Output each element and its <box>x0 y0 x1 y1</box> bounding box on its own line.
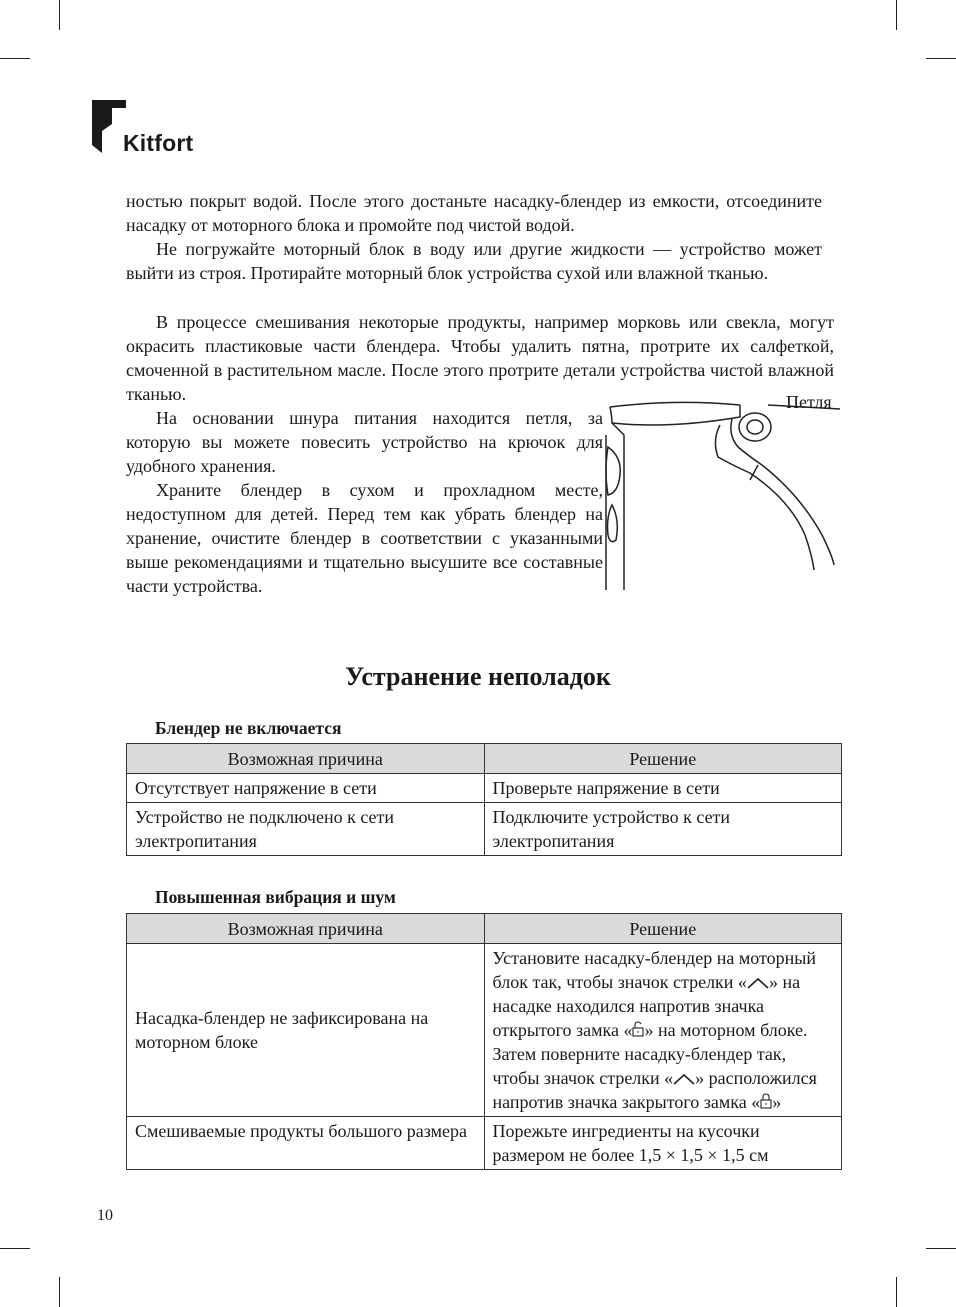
blender-cord-loop-illustration <box>600 395 840 595</box>
paragraph-5: Храните блендер в сухом и прохладном месте, недоступном для детей. Перед тем как убрать блендер на хранение, очистите блендер в соответствии с указанными выше рекомендациями и тщательно высушите все составные части устройства. <box>126 480 603 596</box>
arrow-up-icon <box>747 977 769 989</box>
table-cell-solution: Проверьте напряжение в сети <box>484 774 842 803</box>
table-cell-cause: Отсутствует напряжение в сети <box>127 774 485 803</box>
solution-text: » на насадке находился напротив значка открытого замка « <box>492 972 801 1040</box>
table-header-solution: Решение <box>484 914 842 944</box>
brand-name: Kitfort <box>123 130 194 156</box>
figure-label-loop: Петля <box>786 392 832 412</box>
troubleshooting-table-2 <box>126 913 842 1170</box>
closed-lock-icon <box>760 1093 772 1109</box>
kitfort-logo-icon <box>92 100 126 155</box>
table-header-solution: Решение <box>484 744 842 774</box>
solution-text: Установите насадку-блендер на моторный блок так, чтобы значок стрелки « <box>492 948 816 992</box>
table-cell-solution: Подключите устройство к сети электропитания <box>484 803 842 856</box>
table-cell-solution: Порежьте ингредиенты на кусочки размером не более 1,5 × 1,5 × 1,5 см <box>484 1117 842 1170</box>
crop-mark <box>0 1248 30 1249</box>
paragraph-1: ностью покрыт водой. После этого достаньте насадку-блендер из емкости, отсоедините насадку от моторного блока и промойте под чистой водой. <box>126 191 822 235</box>
crop-mark <box>0 58 30 59</box>
table-cell-cause: Устройство не подключено к сети электропитания <box>127 803 485 856</box>
arrow-up-icon <box>673 1073 695 1085</box>
table-cell-cause: Насадка-блендер не зафиксирована на моторном блоке <box>127 944 485 1117</box>
table-row <box>127 1117 842 1170</box>
open-lock-icon <box>632 1021 644 1037</box>
table-header-cause: Возможная причина <box>127 744 485 774</box>
table-cell-solution <box>484 944 842 1117</box>
paragraph-4: На основании шнура питания находится петля, за которую вы можете повесить устройство на крючок для удобного хранения. <box>126 408 603 476</box>
table1-title: Блендер не включается <box>155 718 342 738</box>
table-row <box>127 803 842 856</box>
paragraph-2: Не погружайте моторный блок в воду или другие жидкости — устройство может выйти из строя. Протирайте моторный блок устройства сухой или влажной тканью. <box>126 239 822 283</box>
solution-text: » <box>772 1092 782 1112</box>
crop-mark <box>59 0 60 30</box>
table-cell-cause: Смешиваемые продукты большого размера <box>127 1117 485 1170</box>
table2-title: Повышенная вибрация и шум <box>155 887 396 907</box>
section-title: Устранение неполадок <box>345 662 611 691</box>
table-row <box>127 944 842 1117</box>
crop-mark <box>896 0 897 30</box>
troubleshooting-table-1 <box>126 743 842 856</box>
paragraph-3: В процессе смешивания некоторые продукты, например морковь или свекла, могут окрасить пластиковые части блендера. Чтобы удалить пятна, протрите их салфеткой, смоченной в растительном масле. После этого протрите детали устройства чистой влажной тканью. <box>126 312 834 404</box>
crop-mark <box>896 1277 897 1307</box>
table-row <box>127 774 842 803</box>
solution-text: » расположился напротив значка закрытого замка « <box>492 1068 817 1112</box>
crop-mark <box>926 58 956 59</box>
table-header-cause: Возможная причина <box>127 914 485 944</box>
page-number: 10 <box>97 1207 113 1224</box>
crop-mark <box>926 1248 956 1249</box>
crop-mark <box>59 1277 60 1307</box>
solution-text: » на моторном блоке. Затем поверните насадку-блендер так, чтобы значок стрелки « <box>492 1020 808 1088</box>
